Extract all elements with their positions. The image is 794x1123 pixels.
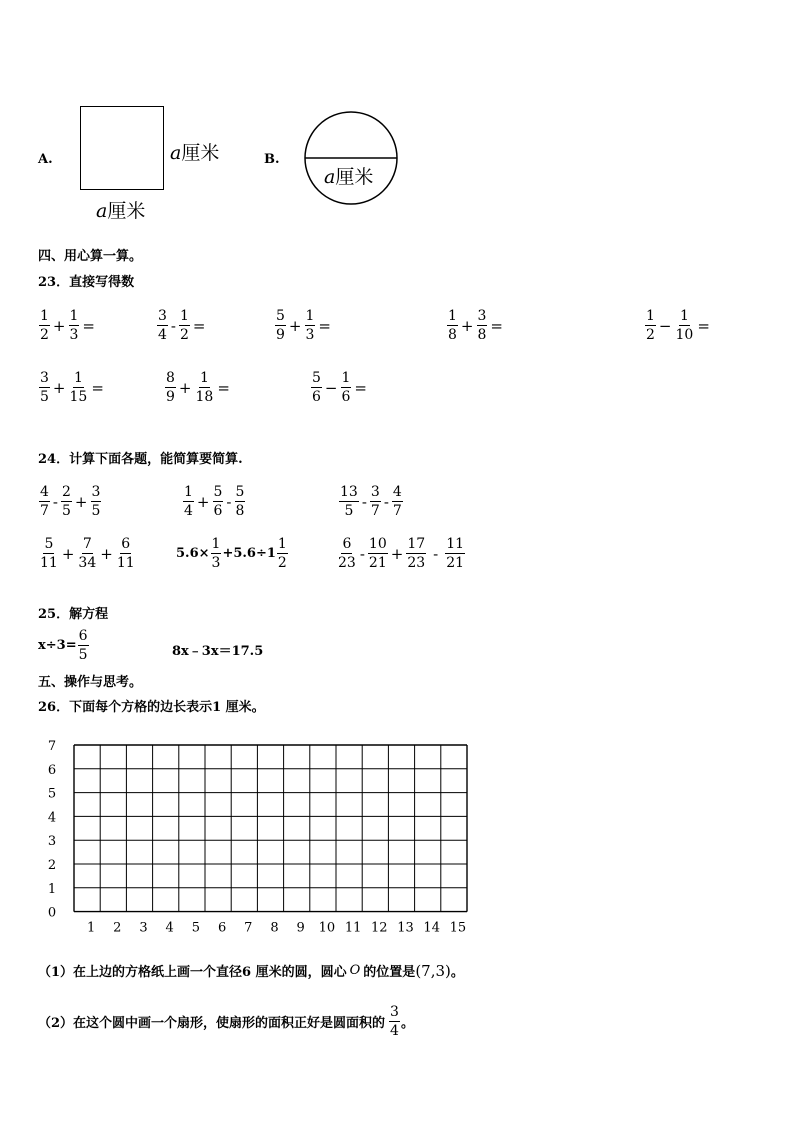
- q24-expr-4: $\frac{5}{11}$ + $\frac{7}{34}$ + $\frac{6}{11}$: [40, 536, 135, 571]
- q23-item-7: $\frac{8}{9}$ + $\frac{1}{18}$ =: [166, 370, 230, 405]
- grid-y-label: 0: [47, 905, 57, 921]
- q24-expr-1: $\frac{4}{7}$ - $\frac{2}{5}$ + $\frac{3}{5}$: [40, 484, 101, 519]
- grid-x-label: 12: [371, 920, 388, 936]
- q25-equation-2: 8x﹣3x＝17.5: [172, 644, 264, 659]
- q24-title: 24．计算下面各题，能简算要简算.: [38, 452, 243, 467]
- q23-item-1: $\frac{1}{2}$ + $\frac{1}{3}$ =: [40, 308, 95, 343]
- circle-diameter-label: a厘米: [324, 166, 374, 188]
- option-a-label: A.: [38, 152, 53, 167]
- q23-item-6: $\frac{3}{5}$ + $\frac{1}{15}$ =: [40, 370, 104, 405]
- grid-x-label: 4: [165, 920, 174, 936]
- q24-expr-2: $\frac{1}{4}$ + $\frac{5}{6}$ - $\frac{5}{8}$: [184, 484, 245, 519]
- square-side-label: a厘米: [170, 142, 220, 164]
- grid-x-labels: [87, 921, 466, 936]
- grid-x-label: 8: [270, 920, 279, 936]
- q24-expr-6: $\frac{6}{23}$ - $\frac{10}{21}$ + $\frac{17}{23}$ - $\frac{11}{21}$: [338, 536, 465, 571]
- square-grid: [40, 730, 490, 940]
- grid-y-labels: [48, 739, 56, 921]
- grid-y-label: 2: [47, 858, 57, 873]
- square-bottom-label: a厘米: [96, 200, 146, 222]
- q23-item-8: $\frac{5}{6}$ − $\frac{1}{6}$ =: [312, 370, 367, 405]
- section4-title: 四、用心算一算。: [38, 249, 143, 264]
- grid-x-label: 2: [113, 920, 122, 936]
- grid-y-label: 1: [47, 881, 57, 897]
- q26-sub2: （2）在这个圆中画一个扇形，使扇形的面积正好是圆面积的 $\frac{3}{4}$ 。: [38, 1004, 414, 1039]
- option-b-label: B.: [264, 152, 280, 167]
- grid-x-label: 3: [139, 920, 148, 936]
- q25-equation-1: x÷3= $\frac{6}{5}$: [38, 628, 88, 663]
- q25-title: 25．解方程: [38, 607, 109, 622]
- grid-x-label: 5: [191, 920, 201, 936]
- section5-title: 五、操作与思考。: [38, 675, 143, 690]
- q23-item-5: $\frac{1}{2}$ − $\frac{1}{10}$ =: [646, 308, 710, 343]
- grid-x-label: 14: [423, 920, 440, 936]
- grid-lines: [74, 745, 467, 912]
- grid-x-label: 13: [397, 920, 414, 936]
- circle-figure: [300, 110, 404, 210]
- q23-item-4: $\frac{1}{8}$ + $\frac{3}{8}$ =: [448, 308, 503, 343]
- grid-y-label: 3: [47, 834, 57, 850]
- grid-x-label: 15: [449, 920, 467, 936]
- grid-y-label: 5: [47, 786, 57, 802]
- grid-x-label: 6: [217, 920, 227, 936]
- q23-item-2: $\frac{3}{4}$ - $\frac{1}{2}$ =: [158, 308, 206, 343]
- grid-x-label: 9: [296, 920, 305, 936]
- grid-x-label: 7: [244, 920, 253, 936]
- grid-x-label: 1: [86, 920, 96, 936]
- grid-x-label: 10: [318, 920, 336, 936]
- square-figure: [80, 106, 164, 190]
- grid-y-label: 4: [47, 810, 57, 826]
- grid-y-label: 7: [47, 739, 57, 754]
- q23-title: 23．直接写得数: [38, 275, 135, 290]
- grid-x-label: 11: [344, 920, 362, 936]
- q26-sub1: （1）在上边的方格纸上画一个直径6 厘米的圆，圆心 O 的位置是 (7,3) 。: [38, 961, 464, 980]
- q26-title: 26．下面每个方格的边长表示1 厘米。: [38, 700, 265, 715]
- q24-expr-5: 5.6× $\frac{1}{3}$ +5.6÷1 $\frac{1}{2}$: [176, 536, 287, 571]
- grid-y-label: 6: [47, 762, 57, 778]
- q24-expr-3: $\frac{13}{5}$ - $\frac{3}{7}$ - $\frac{4}{7}$: [340, 484, 402, 519]
- q23-item-3: $\frac{5}{9}$ + $\frac{1}{3}$ =: [276, 308, 331, 343]
